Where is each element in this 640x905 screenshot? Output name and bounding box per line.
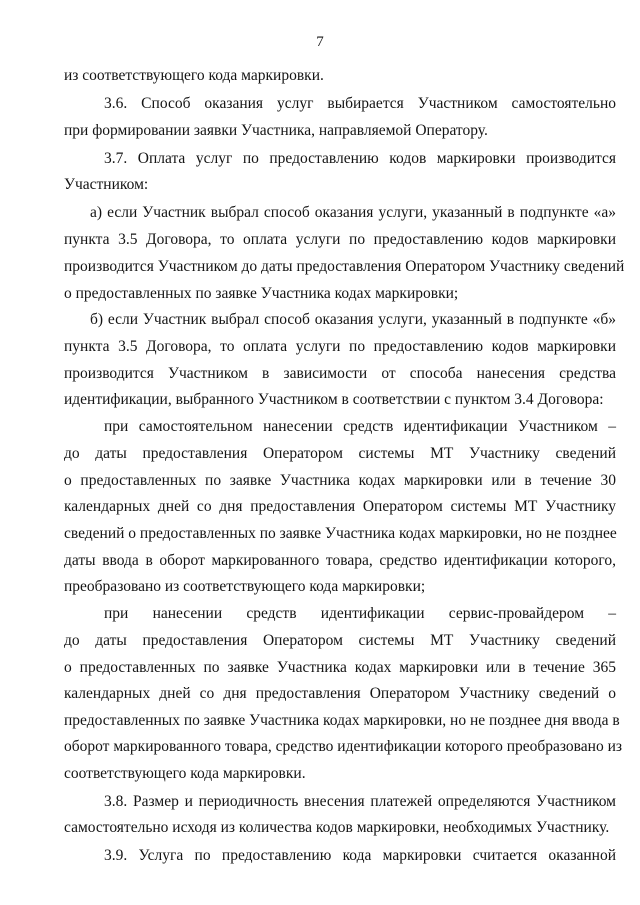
text-line: 3.9. Услуга по предоставлению кода маркировки считается оказанной <box>104 847 616 864</box>
text-line: календарных дней со дня предоставления Оператором системы МТ Участнику <box>64 498 616 515</box>
text-line: преобразовано из соответствующего кода маркировки; <box>64 578 426 595</box>
text-line: самостоятельно исходя из количества кодов маркировки, необходимых Участнику. <box>64 819 610 836</box>
text-line: при нанесении средств идентификации сервис-провайдером – <box>104 605 616 622</box>
page-number: 7 <box>316 34 324 50</box>
text-line: до даты предоставления Оператором системы МТ Участнику сведений <box>64 445 616 462</box>
text-line: даты ввода в оборот маркированного товара, средство идентификации которого, <box>64 552 616 569</box>
text-line: б) если Участник выбрал способ оказания услуги, указанный в подпункте «б» <box>90 311 616 328</box>
text-line: при формировании заявки Участника, направляемой Оператору. <box>64 122 488 139</box>
text-line: сведений о предоставленных по заявке Участника кодах маркировки, но не позднее <box>64 525 617 542</box>
text-line: 3.7. Оплата услуг по предоставлению кодов маркировки производится <box>104 150 616 167</box>
text-line: до даты предоставления Оператором системы МТ Участнику сведений <box>64 632 616 649</box>
text-line: пункта 3.5 Договора, то оплата услуги по предоставлению кодов маркировки <box>64 231 616 248</box>
text-line: 3.8. Размер и периодичность внесения платежей определяются Участником <box>104 793 616 810</box>
text-line: производится Участником в зависимости от способа нанесения средства <box>64 365 616 382</box>
text-line: идентификации, выбранного Участником в соответствии с пунктом 3.4 Договора: <box>64 391 604 408</box>
text-line: производится Участником до даты предоставления Оператором Участнику сведений <box>64 258 625 275</box>
text-line: из соответствующего кода маркировки. <box>64 67 324 84</box>
text-line: о предоставленных по заявке Участника кодах маркировки или в течение 365 <box>64 659 616 676</box>
text-line: о предоставленных по заявке Участника кодах маркировки; <box>64 285 459 302</box>
text-line: а) если Участник выбрал способ оказания услуги, указанный в подпункте «а» <box>90 204 616 221</box>
text-line: пункта 3.5 Договора, то оплата услуги по предоставлению кодов маркировки <box>64 338 616 355</box>
text-line: 3.6. Способ оказания услуг выбирается Участником самостоятельно <box>104 95 616 112</box>
text-line: при самостоятельном нанесении средств идентификации Участником – <box>104 418 616 435</box>
text-line: предоставленных по заявке Участника кодах маркировки, но не позднее дня ввода в <box>64 712 620 729</box>
text-line: календарных дней со дня предоставления Оператором Участнику сведений о <box>64 685 616 702</box>
text-line: Участником: <box>64 176 149 193</box>
text-line: соответствующего кода маркировки. <box>64 765 306 782</box>
text-line: о предоставленных по заявке Участника кодах маркировки или в течение 30 <box>64 472 616 489</box>
text-line: оборот маркированного товара, средство идентификации которого преобразовано из <box>64 738 622 755</box>
